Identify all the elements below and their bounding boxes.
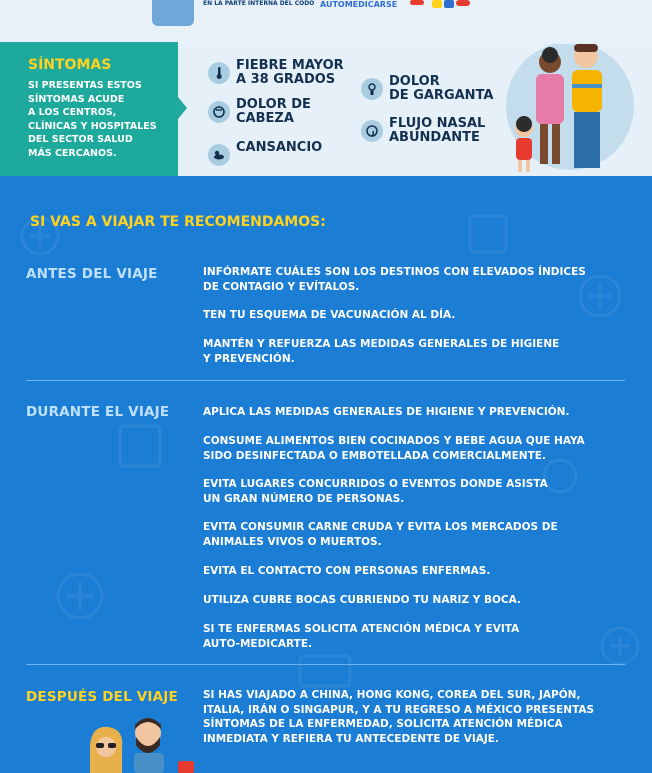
before-item-2: TEN TU ESQUEMA DE VACUNACIÓN AL DÍA. <box>203 309 456 321</box>
sore-throat-icon <box>361 78 383 100</box>
after-trip-label: DESPUÉS DEL VIAJE <box>26 689 178 705</box>
fatigue-icon <box>208 144 230 166</box>
runny-nose-icon <box>361 120 383 142</box>
thermometer-icon <box>208 62 230 84</box>
before-item-1: INFÓRMATE CUÁLES SON LOS DESTINOS CON ELEVADOS ÍNDICES DE CONTAGIO Y EVÍTALOS. <box>203 266 586 293</box>
travelers-illustration <box>78 715 198 773</box>
during-item-6: UTILIZA CUBRE BOCAS CUBRIENDO TU NARIZ Y BOCA. <box>203 594 521 606</box>
before-trip-label: ANTES DEL VIAJE <box>26 266 158 282</box>
family-illustration <box>500 44 640 176</box>
symptom-fever: FIEBRE MAYOR A 38 GRADOS <box>208 59 344 87</box>
headache-icon <box>208 101 230 123</box>
pills-icon <box>410 0 474 10</box>
before-item-3: MANTÉN Y REFUERZA LAS MEDIDAS GENERALES DE HIGIENE Y PREVENCIÓN. <box>203 338 560 365</box>
top-caption-elbow: EN LA PARTE INTERNA DEL CODO <box>203 0 315 7</box>
symptoms-title: SÍNTOMAS <box>28 57 112 73</box>
symptoms-panel-arrow <box>178 97 187 119</box>
symptom-headache: DOLOR DE CABEZA <box>208 98 311 126</box>
symptom-sore-throat: DOLOR DE GARGANTA <box>361 75 493 103</box>
top-strip <box>0 0 652 42</box>
symptom-fatigue: CANSANCIO <box>208 141 322 166</box>
after-item-1: SI HAS VIAJADO A CHINA, HONG KONG, COREA DEL SUR, JAPÓN, ITALIA, IRÁN O SINGAPUR, Y A TU REGRESO A MÉXICO PRESENTAS SÍNTOMAS DE LA ENFERMEDAD, SOLICITA ATENCIÓN MÉDICA INMEDIATA Y REFIERA TU ANTECEDENTE DE VIAJE. <box>203 689 595 745</box>
symptoms-text: SI PRESENTAS ESTOS SÍNTOMAS ACUDE A LOS CENTROS, CLÍNICAS Y HOSPITALES DEL SECTOR SALUD MÁS CERCANOS. <box>28 80 157 159</box>
section-divider <box>26 664 625 665</box>
symptom-runny-nose: FLUJO NASAL ABUNDANTE <box>361 117 485 145</box>
during-item-2: CONSUME ALIMENTOS BIEN COCINADOS Y BEBE AGUA QUE HAYA SIDO DESINFECTADA O EMBOTELLADA COMERCIALMENTE. <box>203 435 585 462</box>
top-caption-automedicarse: AUTOMEDICARSE <box>320 0 398 9</box>
section-divider <box>26 380 625 381</box>
during-item-1: APLICA LAS MEDIDAS GENERALES DE HIGIENE Y PREVENCIÓN. <box>203 406 570 418</box>
during-item-5: EVITA EL CONTACTO CON PERSONAS ENFERMAS. <box>203 565 491 577</box>
during-item-4: EVITA CONSUMIR CARNE CRUDA Y EVITA LOS MERCADOS DE ANIMALES VIVOS O MUERTOS. <box>203 521 558 548</box>
during-trip-label: DURANTE EL VIAJE <box>26 404 170 420</box>
during-item-3: EVITA LUGARES CONCURRIDOS O EVENTOS DONDE ASISTA UN GRAN NÚMERO DE PERSONAS. <box>203 478 548 505</box>
during-item-7: SI TE ENFERMAS SOLICITA ATENCIÓN MÉDICA Y EVITA AUTO-MEDICARTE. <box>203 623 520 650</box>
arm-illustration <box>152 0 194 26</box>
travel-title: SI VAS A VIAJAR TE RECOMENDAMOS: <box>30 214 326 230</box>
